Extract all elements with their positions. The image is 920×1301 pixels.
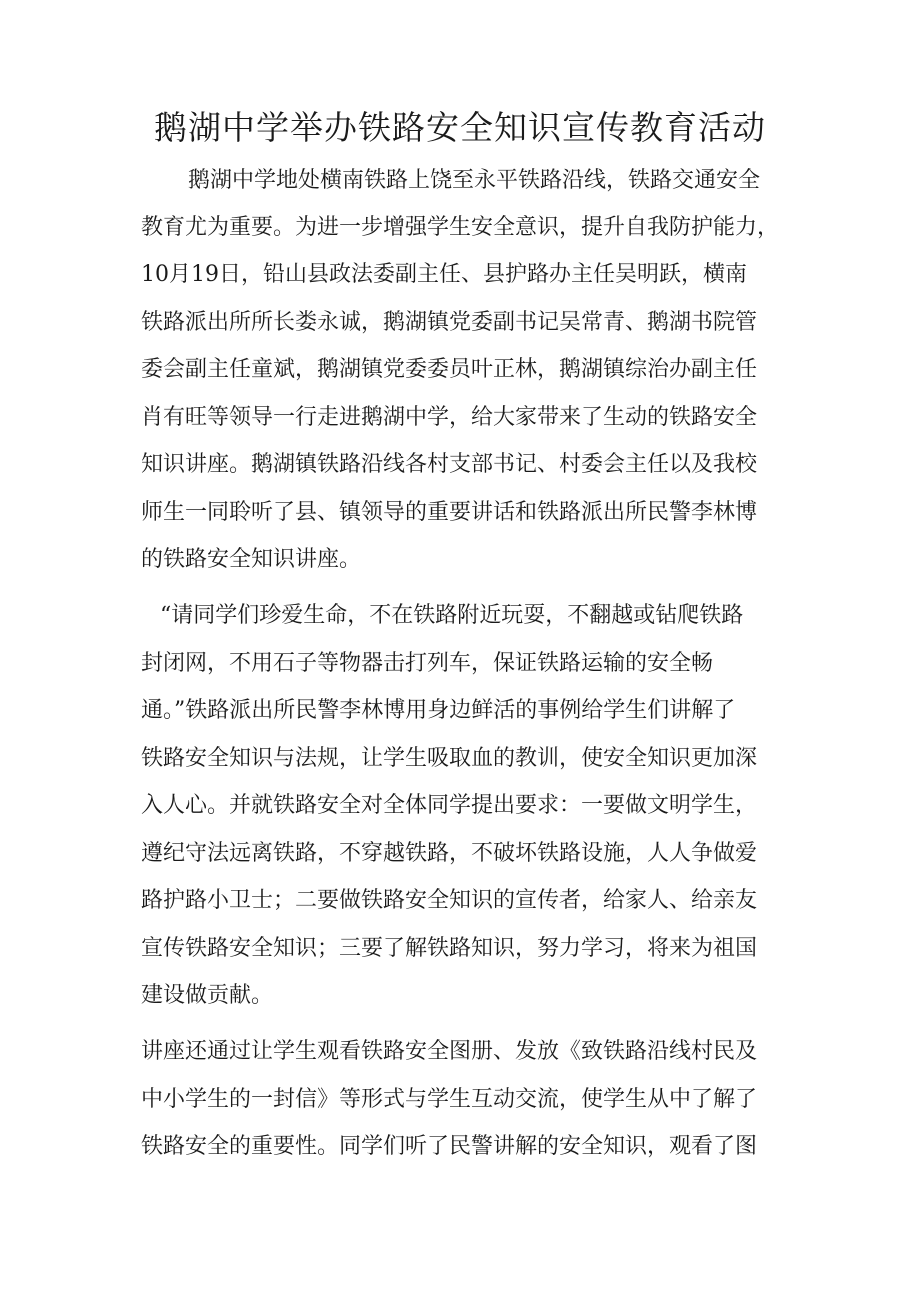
paragraph-line: 通。”铁路派出所民警李林博用身边鲜活的事例给学生们讲解了 [141, 698, 736, 723]
paragraph-line: 入人心。并就铁路安全对全体同学提出要求：一要做文明学生， [141, 793, 758, 818]
document-title: 鹅湖中学举办铁路安全知识宣传教育活动 [154, 108, 766, 147]
paragraph-line: 鹅湖中学地处横南铁路上饶至永平铁路沿线，铁路交通安全 [188, 168, 761, 193]
paragraph-line: 宣传铁路安全知识；三要了解铁路知识，努力学习，将来为祖国 [141, 936, 758, 961]
paragraph-line: 中小学生的一封信》等形式与学生互动交流，使学生从中了解了 [141, 1087, 758, 1112]
paragraph-line: 的铁路安全知识讲座。 [141, 547, 362, 572]
paragraph-line: 知识讲座。鹅湖镇铁路沿线各村支部书记、村委会主任以及我校 [141, 452, 758, 477]
paragraph-line: 封闭网，不用石子等物器击打列车，保证铁路运输的安全畅 [141, 651, 714, 676]
paragraph-line: 路护路小卫士；二要做铁路安全知识的宣传者，给家人、给亲友 [141, 888, 758, 913]
paragraph-line: 铁路安全知识与法规，让学生吸取血的教训，使安全知识更加深 [141, 746, 758, 771]
paragraph-line: 建设做贡献。 [141, 983, 274, 1008]
paragraph-line: 遵纪守法远离铁路，不穿越铁路，不破坏铁路设施，人人争做爱 [141, 841, 758, 866]
paragraph-line: 肖有旺等领导一行走进鹅湖中学，给大家带来了生动的铁路安全 [141, 405, 758, 430]
paragraph-line: 委会副主任童斌，鹅湖镇党委委员叶正林，鹅湖镇综治办副主任 [141, 357, 758, 382]
paragraph-line: 师生一同聆听了县、镇领导的重要讲话和铁路派出所民警李林博 [141, 500, 758, 525]
paragraph-line: 讲座还通过让学生观看铁路安全图册、发放《致铁路沿线村民及 [141, 1039, 758, 1064]
paragraph-line: 教育尤为重要。为进一步增强学生安全意识，提升自我防护能力， [141, 215, 780, 240]
paragraph-line: 10月19日，铅山县政法委副主任、县护路办主任吴明跃，横南 [141, 262, 747, 287]
paragraph-line: 铁路派出所所长娄永诚，鹅湖镇党委副书记吴常青、鹅湖书院管 [141, 310, 758, 335]
paragraph-line: “请同学们珍爱生命，不在铁路附近玩耍，不翻越或钻爬铁路 [160, 603, 744, 628]
paragraph-line: 铁路安全的重要性。同学们听了民警讲解的安全知识，观看了图 [141, 1134, 758, 1159]
